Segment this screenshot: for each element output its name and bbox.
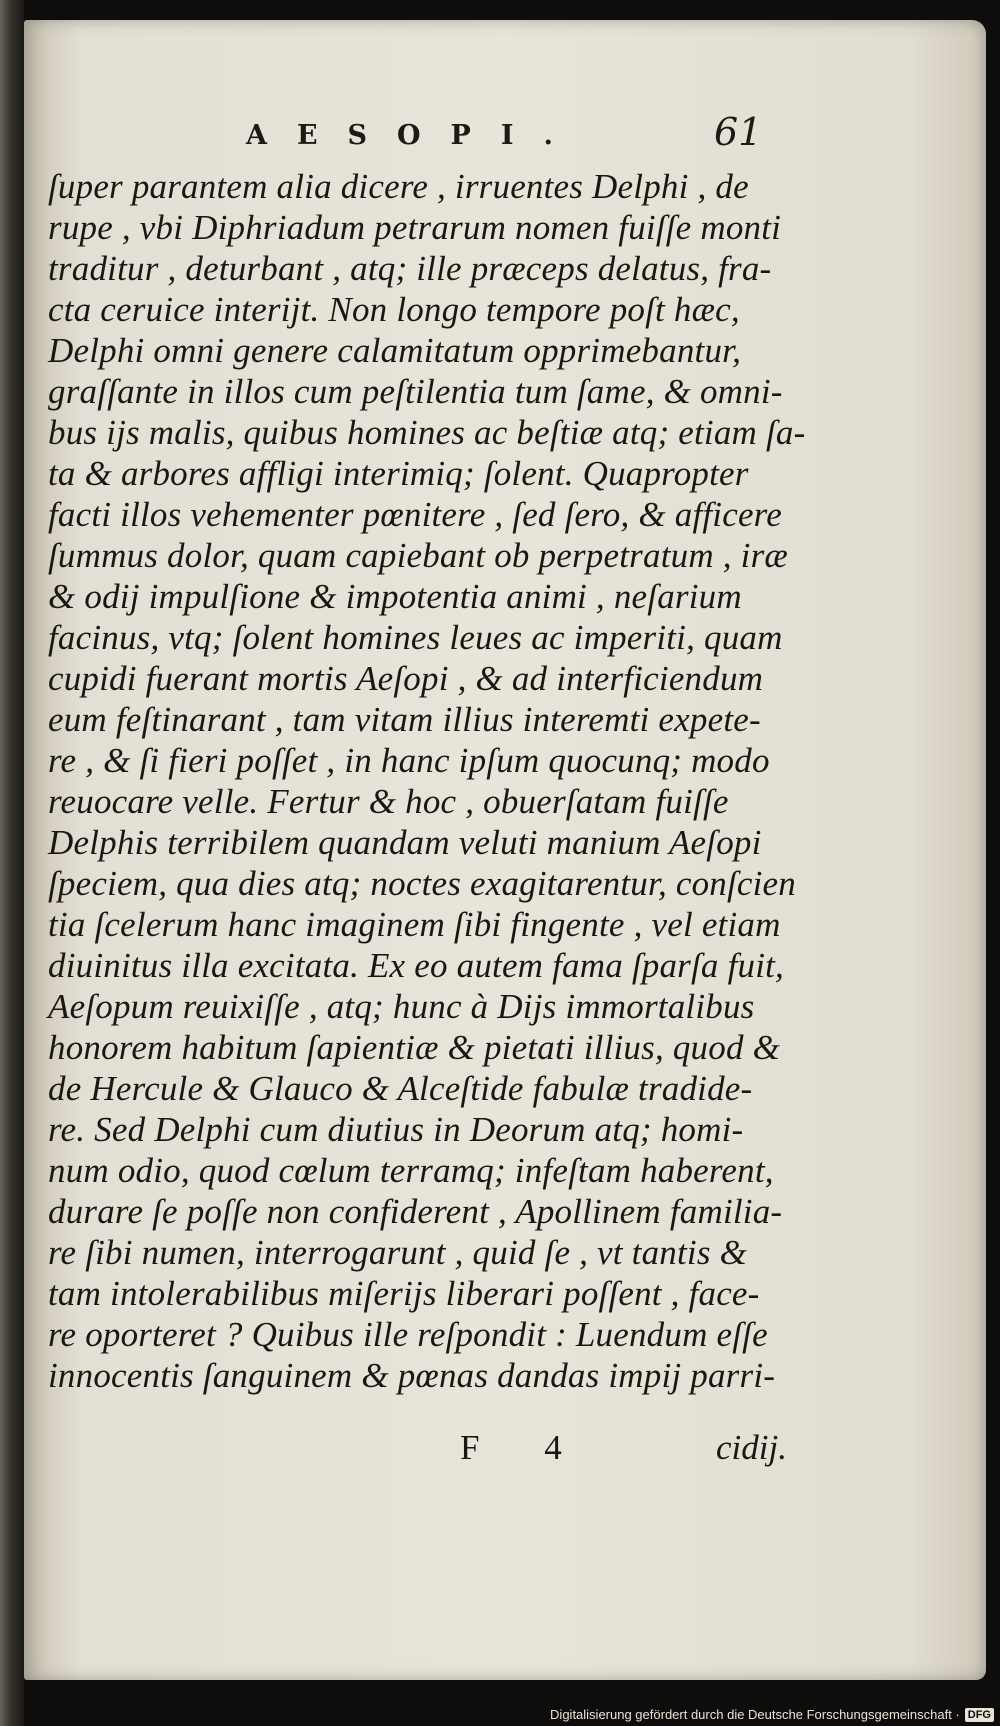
signature-mark: F 4 — [460, 1428, 590, 1467]
text-line: rupe , vbi Diphriadum petrarum nomen fuiſſe monti — [48, 208, 782, 247]
text-line: re oporteret ? Quibus ille reſpondit : Luendum eſſe — [48, 1315, 768, 1354]
text-line: ſpeciem, qua dies atq; noctes exagitarentur, conſcien — [48, 864, 796, 903]
text-line: Delphi omni genere calamitatum opprimebantur, — [48, 331, 742, 370]
text-line: eum feſtinarant , tam vitam illius interemti expete- — [48, 700, 761, 739]
text-line: Aeſopum reuixiſſe , atq; hunc à Dijs immortalibus — [48, 987, 755, 1026]
text-line: re , & ſi fieri poſſet , in hanc ipſum quocunq; modo — [48, 741, 770, 780]
binding-edge — [0, 0, 24, 1726]
page-header — [24, 98, 986, 158]
text-line: & odij impulſione & impotentia animi , neſarium — [48, 577, 742, 616]
text-line: ta & arbores affligi interimiq; ſolent. Quapropter — [48, 454, 749, 493]
text-line: Delphis terribilem quandam veluti manium Aeſopi — [48, 823, 762, 862]
digitization-credit — [550, 1707, 994, 1722]
text-line: de Hercule & Glauco & Alceſtide fabulæ tradide- — [48, 1069, 753, 1108]
text-line: reuocare velle. Fertur & hoc , obuerſatam fuiſſe — [48, 782, 729, 821]
page-number: 61 — [714, 110, 763, 154]
body-text — [48, 166, 952, 1396]
credit-text: Digitalisierung gefördert durch die Deutsche Forschungsgemeinschaft · — [550, 1707, 960, 1722]
text-line: re ſibi numen, interrogarunt , quid ſe , vt tantis & — [48, 1233, 748, 1272]
text-line: cta ceruice interijt. Non longo tempore poſt hæc, — [48, 290, 740, 329]
page-footer — [24, 1428, 986, 1478]
text-line: innocentis ſanguinem & pœnas dandas impij parri- — [48, 1356, 776, 1395]
text-line: cupidi fuerant mortis Aeſopi , & ad interficiendum — [48, 659, 764, 698]
text-line: tam intolerabilibus miſerijs liberari poſſent , face- — [48, 1274, 760, 1313]
text-line: diuinitus illa excitata. Ex eo autem fama ſparſa fuit, — [48, 946, 784, 985]
running-head: AESOPI. — [246, 120, 583, 151]
text-line: facinus, vtq; ſolent homines leues ac imperiti, quam — [48, 618, 783, 657]
text-line: ſummus dolor, quam capiebant ob perpetratum , iræ — [48, 536, 788, 575]
dfg-logo: DFG — [965, 1708, 994, 1722]
text-line: graſſante in illos cum peſtilentia tum ſame, & omni- — [48, 372, 783, 411]
text-line: honorem habitum ſapientiæ & pietati illius, quod & — [48, 1028, 781, 1067]
catchword: cidij. — [716, 1428, 787, 1467]
text-line: re. Sed Delphi cum diutius in Deorum atq; homi- — [48, 1110, 744, 1149]
book-page — [24, 20, 986, 1680]
text-line: bus ijs malis, quibus homines ac beſtiæ atq; etiam ſa- — [48, 413, 806, 452]
text-line: tia ſcelerum hanc imaginem ſibi fingente , vel etiam — [48, 905, 781, 944]
text-line: num odio, quod cœlum terramq; infeſtam haberent, — [48, 1151, 774, 1190]
text-line: facti illos vehementer pœnitere , ſed ſero, & afficere — [48, 495, 782, 534]
text-line: traditur , deturbant , atq; ille præceps delatus, fra- — [48, 249, 772, 288]
text-line: ſuper parantem alia dicere , irruentes Delphi , de — [48, 167, 749, 206]
text-line: durare ſe poſſe non confiderent , Apollinem familia- — [48, 1192, 783, 1231]
